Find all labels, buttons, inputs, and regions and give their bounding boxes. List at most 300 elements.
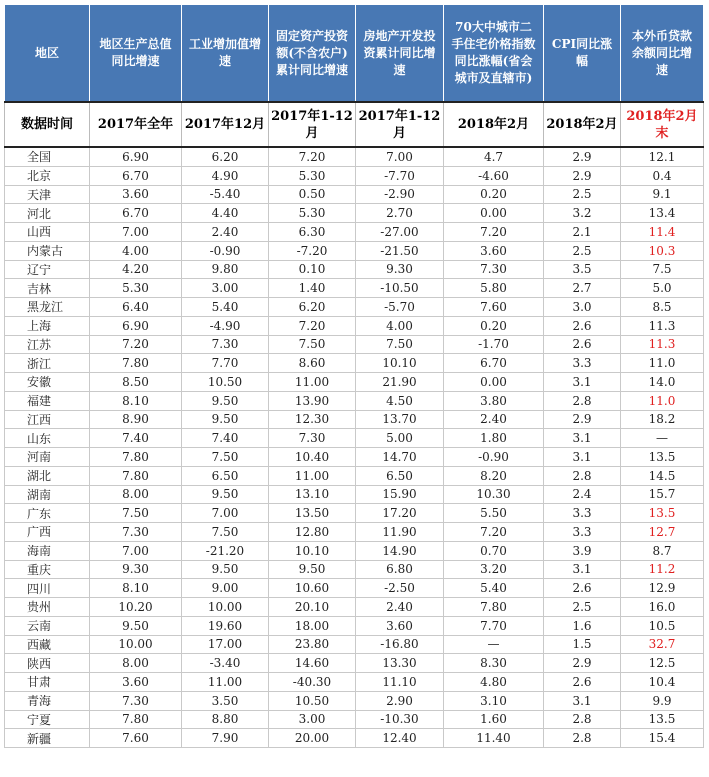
cell-gdp: 7.00 xyxy=(90,541,182,560)
cell-real-estate: -7.70 xyxy=(356,166,444,185)
cell-cpi: 2.8 xyxy=(544,729,621,748)
cell-region: 新疆 xyxy=(5,729,90,748)
cell-cpi: 3.1 xyxy=(544,429,621,448)
cell-fixed-asset: 12.30 xyxy=(269,410,356,429)
cell-gdp: 7.00 xyxy=(90,223,182,242)
cell-cpi: 2.9 xyxy=(544,410,621,429)
cell-housing: 7.20 xyxy=(444,523,544,542)
cell-loan: 13.5 xyxy=(621,710,704,729)
header-fixed-asset-investment: 固定资产投资额(不含农户)累计同比增速 xyxy=(269,5,356,103)
cell-loan: 14.0 xyxy=(621,373,704,392)
cell-gdp: 4.20 xyxy=(90,260,182,279)
cell-housing: 8.30 xyxy=(444,654,544,673)
cell-region: 安徽 xyxy=(5,373,90,392)
cell-fixed-asset: 8.60 xyxy=(269,354,356,373)
cell-loan: 8.5 xyxy=(621,298,704,317)
cell-region: 辽宁 xyxy=(5,260,90,279)
cell-region: 海南 xyxy=(5,541,90,560)
cell-cpi: 2.8 xyxy=(544,710,621,729)
cell-housing: 5.80 xyxy=(444,279,544,298)
cell-industrial: 4.40 xyxy=(182,204,269,223)
cell-fixed-asset: 5.30 xyxy=(269,166,356,185)
cell-loan: 11.0 xyxy=(621,391,704,410)
cell-gdp: 6.70 xyxy=(90,204,182,223)
cell-housing: 7.30 xyxy=(444,260,544,279)
cell-real-estate: 5.00 xyxy=(356,429,444,448)
cell-gdp: 7.20 xyxy=(90,335,182,354)
table-row xyxy=(5,673,704,692)
table-row xyxy=(5,691,704,710)
table-row xyxy=(5,466,704,485)
cell-real-estate: -10.50 xyxy=(356,279,444,298)
cell-loan: 0.4 xyxy=(621,166,704,185)
cell-real-estate: 4.50 xyxy=(356,391,444,410)
table-row xyxy=(5,147,704,166)
cell-region: 甘肃 xyxy=(5,673,90,692)
cell-gdp: 5.30 xyxy=(90,279,182,298)
cell-cpi: 2.9 xyxy=(544,166,621,185)
cell-region: 青海 xyxy=(5,691,90,710)
cell-industrial: 4.90 xyxy=(182,166,269,185)
cell-cpi: 1.5 xyxy=(544,635,621,654)
cell-loan: 11.2 xyxy=(621,560,704,579)
cell-fixed-asset: 14.60 xyxy=(269,654,356,673)
cell-cpi: 3.2 xyxy=(544,204,621,223)
cell-loan: 16.0 xyxy=(621,598,704,617)
cell-industrial: 10.00 xyxy=(182,598,269,617)
cell-industrial: 7.70 xyxy=(182,354,269,373)
cell-region: 湖北 xyxy=(5,466,90,485)
table-row xyxy=(5,335,704,354)
cell-gdp: 4.00 xyxy=(90,241,182,260)
cell-real-estate: 10.10 xyxy=(356,354,444,373)
cell-real-estate: 6.80 xyxy=(356,560,444,579)
cell-real-estate: -27.00 xyxy=(356,223,444,242)
cell-region: 河南 xyxy=(5,448,90,467)
cell-cpi: 2.6 xyxy=(544,673,621,692)
header-region: 地区 xyxy=(5,5,90,103)
cell-cpi: 2.5 xyxy=(544,185,621,204)
cell-loan: 12.5 xyxy=(621,654,704,673)
data-table-container xyxy=(4,4,704,748)
cell-housing: 3.20 xyxy=(444,560,544,579)
table-row xyxy=(5,635,704,654)
cell-housing: 0.20 xyxy=(444,185,544,204)
table-row xyxy=(5,391,704,410)
cell-industrial: 8.80 xyxy=(182,710,269,729)
cell-cpi: 2.5 xyxy=(544,241,621,260)
cell-real-estate: 2.40 xyxy=(356,598,444,617)
cell-housing: 0.00 xyxy=(444,373,544,392)
cell-fixed-asset: 10.10 xyxy=(269,541,356,560)
cell-gdp: 7.80 xyxy=(90,466,182,485)
table-row xyxy=(5,710,704,729)
cell-cpi: 2.9 xyxy=(544,654,621,673)
cell-cpi: 3.3 xyxy=(544,504,621,523)
cell-fixed-asset: 7.20 xyxy=(269,147,356,166)
cell-industrial: 6.20 xyxy=(182,147,269,166)
cell-fixed-asset: 7.30 xyxy=(269,429,356,448)
cell-industrial: 7.40 xyxy=(182,429,269,448)
cell-cpi: 3.1 xyxy=(544,373,621,392)
cell-fixed-asset: 13.10 xyxy=(269,485,356,504)
cell-fixed-asset: 9.50 xyxy=(269,560,356,579)
table-row xyxy=(5,298,704,317)
cell-fixed-asset: 6.20 xyxy=(269,298,356,317)
cell-gdp: 9.50 xyxy=(90,616,182,635)
cell-region: 天津 xyxy=(5,185,90,204)
cell-housing: 2.40 xyxy=(444,410,544,429)
cell-region: 黑龙江 xyxy=(5,298,90,317)
table-body xyxy=(5,147,704,748)
header-loan-balance: 本外币贷款余额同比增速 xyxy=(621,5,704,103)
cell-real-estate: 2.70 xyxy=(356,204,444,223)
cell-fixed-asset: 10.60 xyxy=(269,579,356,598)
cell-housing: 0.00 xyxy=(444,204,544,223)
header-gdp-growth: 地区生产总值同比增速 xyxy=(90,5,182,103)
table-row xyxy=(5,579,704,598)
cell-fixed-asset: 12.80 xyxy=(269,523,356,542)
cell-industrial: -21.20 xyxy=(182,541,269,560)
table-row xyxy=(5,523,704,542)
cell-loan: 10.3 xyxy=(621,241,704,260)
cell-fixed-asset: -7.20 xyxy=(269,241,356,260)
cell-industrial: 19.60 xyxy=(182,616,269,635)
cell-gdp: 8.00 xyxy=(90,485,182,504)
cell-fixed-asset: 11.00 xyxy=(269,373,356,392)
cell-industrial: 6.50 xyxy=(182,466,269,485)
table-row xyxy=(5,448,704,467)
cell-loan: 15.4 xyxy=(621,729,704,748)
cell-region: 重庆 xyxy=(5,560,90,579)
cell-cpi: 2.6 xyxy=(544,335,621,354)
cell-loan: 15.7 xyxy=(621,485,704,504)
cell-real-estate: 15.90 xyxy=(356,485,444,504)
period-cpi: 2018年2月 xyxy=(544,102,621,147)
table-row xyxy=(5,166,704,185)
cell-fixed-asset: 0.10 xyxy=(269,260,356,279)
cell-housing: 10.30 xyxy=(444,485,544,504)
cell-industrial: 9.50 xyxy=(182,391,269,410)
cell-cpi: 2.8 xyxy=(544,391,621,410)
cell-fixed-asset: 20.10 xyxy=(269,598,356,617)
cell-industrial: 7.30 xyxy=(182,335,269,354)
cell-gdp: 7.80 xyxy=(90,710,182,729)
cell-region: 全国 xyxy=(5,147,90,166)
cell-housing: 3.80 xyxy=(444,391,544,410)
cell-housing: 1.60 xyxy=(444,710,544,729)
table-row xyxy=(5,504,704,523)
cell-housing: 0.20 xyxy=(444,316,544,335)
cell-region: 浙江 xyxy=(5,354,90,373)
cell-industrial: 9.00 xyxy=(182,579,269,598)
cell-loan: 11.0 xyxy=(621,354,704,373)
cell-housing: 4.80 xyxy=(444,673,544,692)
cell-real-estate: 4.00 xyxy=(356,316,444,335)
cell-industrial: 9.80 xyxy=(182,260,269,279)
cell-loan: — xyxy=(621,429,704,448)
cell-cpi: 1.6 xyxy=(544,616,621,635)
cell-housing: 7.60 xyxy=(444,298,544,317)
cell-fixed-asset: 23.80 xyxy=(269,635,356,654)
cell-gdp: 8.50 xyxy=(90,373,182,392)
cell-cpi: 2.6 xyxy=(544,579,621,598)
cell-real-estate: 6.50 xyxy=(356,466,444,485)
cell-industrial: 9.50 xyxy=(182,485,269,504)
cell-gdp: 6.90 xyxy=(90,147,182,166)
cell-cpi: 2.4 xyxy=(544,485,621,504)
period-loan: 2018年2月末 xyxy=(621,102,704,147)
cell-region: 吉林 xyxy=(5,279,90,298)
period-fixed-asset: 2017年1-12月 xyxy=(269,102,356,147)
cell-cpi: 3.5 xyxy=(544,260,621,279)
cell-gdp: 6.70 xyxy=(90,166,182,185)
cell-gdp: 7.30 xyxy=(90,691,182,710)
cell-gdp: 8.10 xyxy=(90,579,182,598)
cell-region: 广东 xyxy=(5,504,90,523)
cell-real-estate: 2.90 xyxy=(356,691,444,710)
cell-cpi: 2.7 xyxy=(544,279,621,298)
table-row xyxy=(5,279,704,298)
cell-fixed-asset: 10.40 xyxy=(269,448,356,467)
cell-industrial: 2.40 xyxy=(182,223,269,242)
cell-industrial: -0.90 xyxy=(182,241,269,260)
cell-cpi: 2.6 xyxy=(544,316,621,335)
cell-region: 陕西 xyxy=(5,654,90,673)
header-cpi: CPI同比涨幅 xyxy=(544,5,621,103)
cell-cpi: 2.1 xyxy=(544,223,621,242)
cell-real-estate: -5.70 xyxy=(356,298,444,317)
table-row xyxy=(5,204,704,223)
cell-industrial: -5.40 xyxy=(182,185,269,204)
cell-real-estate: -21.50 xyxy=(356,241,444,260)
cell-fixed-asset: 5.30 xyxy=(269,204,356,223)
cell-cpi: 2.8 xyxy=(544,466,621,485)
cell-industrial: 7.50 xyxy=(182,523,269,542)
table-row xyxy=(5,185,704,204)
cell-fixed-asset: 7.50 xyxy=(269,335,356,354)
cell-region: 上海 xyxy=(5,316,90,335)
table-row xyxy=(5,373,704,392)
cell-housing: -4.60 xyxy=(444,166,544,185)
cell-fixed-asset: 7.20 xyxy=(269,316,356,335)
cell-industrial: 10.50 xyxy=(182,373,269,392)
cell-cpi: 3.3 xyxy=(544,354,621,373)
cell-gdp: 7.40 xyxy=(90,429,182,448)
cell-real-estate: 17.20 xyxy=(356,504,444,523)
cell-loan: 13.5 xyxy=(621,504,704,523)
period-real-estate: 2017年1-12月 xyxy=(356,102,444,147)
header-real-estate-investment: 房地产开发投资累计同比增速 xyxy=(356,5,444,103)
cell-gdp: 10.20 xyxy=(90,598,182,617)
cell-real-estate: 21.90 xyxy=(356,373,444,392)
table-row xyxy=(5,616,704,635)
cell-housing: 7.80 xyxy=(444,598,544,617)
cell-housing: 5.40 xyxy=(444,579,544,598)
cell-region: 贵州 xyxy=(5,598,90,617)
cell-loan: 14.5 xyxy=(621,466,704,485)
cell-loan: 10.5 xyxy=(621,616,704,635)
table-row xyxy=(5,223,704,242)
cell-region: 内蒙古 xyxy=(5,241,90,260)
cell-housing: 8.20 xyxy=(444,466,544,485)
cell-housing: 6.70 xyxy=(444,354,544,373)
cell-real-estate: 3.60 xyxy=(356,616,444,635)
table-row xyxy=(5,410,704,429)
cell-industrial: 3.50 xyxy=(182,691,269,710)
cell-gdp: 3.60 xyxy=(90,185,182,204)
cell-fixed-asset: -40.30 xyxy=(269,673,356,692)
cell-fixed-asset: 0.50 xyxy=(269,185,356,204)
cell-region: 云南 xyxy=(5,616,90,635)
period-label: 数据时间 xyxy=(5,102,90,147)
cell-region: 江苏 xyxy=(5,335,90,354)
cell-region: 北京 xyxy=(5,166,90,185)
cell-fixed-asset: 20.00 xyxy=(269,729,356,748)
header-industrial-growth: 工业增加值增速 xyxy=(182,5,269,103)
cell-gdp: 6.90 xyxy=(90,316,182,335)
cell-loan: 12.9 xyxy=(621,579,704,598)
cell-region: 河北 xyxy=(5,204,90,223)
cell-gdp: 8.10 xyxy=(90,391,182,410)
cell-industrial: 11.00 xyxy=(182,673,269,692)
table-row xyxy=(5,560,704,579)
cell-housing: 1.80 xyxy=(444,429,544,448)
table-row xyxy=(5,598,704,617)
cell-region: 福建 xyxy=(5,391,90,410)
cell-loan: 8.7 xyxy=(621,541,704,560)
cell-gdp: 7.60 xyxy=(90,729,182,748)
table-row xyxy=(5,316,704,335)
cell-cpi: 3.0 xyxy=(544,298,621,317)
cell-real-estate: 11.10 xyxy=(356,673,444,692)
cell-loan: 12.1 xyxy=(621,147,704,166)
cell-gdp: 7.80 xyxy=(90,354,182,373)
cell-region: 四川 xyxy=(5,579,90,598)
cell-fixed-asset: 18.00 xyxy=(269,616,356,635)
regional-economy-table xyxy=(4,4,704,748)
cell-fixed-asset: 6.30 xyxy=(269,223,356,242)
cell-housing: 5.50 xyxy=(444,504,544,523)
cell-loan: 11.3 xyxy=(621,316,704,335)
cell-cpi: 3.1 xyxy=(544,560,621,579)
cell-housing: 0.70 xyxy=(444,541,544,560)
period-housing: 2018年2月 xyxy=(444,102,544,147)
cell-industrial: 9.50 xyxy=(182,560,269,579)
cell-fixed-asset: 13.90 xyxy=(269,391,356,410)
cell-housing: -1.70 xyxy=(444,335,544,354)
header-housing-price-index: 70大中城市二手住宅价格指数同比涨幅(省会城市及直辖市) xyxy=(444,5,544,103)
cell-cpi: 2.9 xyxy=(544,147,621,166)
period-gdp: 2017年全年 xyxy=(90,102,182,147)
table-row xyxy=(5,429,704,448)
cell-gdp: 8.90 xyxy=(90,410,182,429)
table-row xyxy=(5,654,704,673)
cell-housing: 3.60 xyxy=(444,241,544,260)
cell-real-estate: 13.30 xyxy=(356,654,444,673)
cell-gdp: 8.00 xyxy=(90,654,182,673)
cell-housing: -0.90 xyxy=(444,448,544,467)
cell-industrial: 3.00 xyxy=(182,279,269,298)
cell-region: 西藏 xyxy=(5,635,90,654)
cell-real-estate: 14.70 xyxy=(356,448,444,467)
cell-cpi: 2.5 xyxy=(544,598,621,617)
cell-cpi: 3.9 xyxy=(544,541,621,560)
cell-real-estate: 7.00 xyxy=(356,147,444,166)
cell-loan: 10.4 xyxy=(621,673,704,692)
cell-cpi: 3.1 xyxy=(544,448,621,467)
cell-real-estate: 9.30 xyxy=(356,260,444,279)
cell-loan: 7.5 xyxy=(621,260,704,279)
cell-fixed-asset: 1.40 xyxy=(269,279,356,298)
cell-region: 广西 xyxy=(5,523,90,542)
cell-loan: 11.4 xyxy=(621,223,704,242)
cell-industrial: 9.50 xyxy=(182,410,269,429)
period-industrial: 2017年12月 xyxy=(182,102,269,147)
cell-real-estate: 12.40 xyxy=(356,729,444,748)
cell-real-estate: 14.90 xyxy=(356,541,444,560)
cell-loan: 32.7 xyxy=(621,635,704,654)
cell-real-estate: -2.90 xyxy=(356,185,444,204)
cell-housing: 7.70 xyxy=(444,616,544,635)
cell-real-estate: 13.70 xyxy=(356,410,444,429)
cell-loan: 5.0 xyxy=(621,279,704,298)
cell-real-estate: -16.80 xyxy=(356,635,444,654)
table-row xyxy=(5,729,704,748)
cell-industrial: 7.50 xyxy=(182,448,269,467)
cell-cpi: 3.1 xyxy=(544,691,621,710)
cell-gdp: 7.50 xyxy=(90,504,182,523)
cell-loan: 13.4 xyxy=(621,204,704,223)
cell-region: 山东 xyxy=(5,429,90,448)
cell-fixed-asset: 11.00 xyxy=(269,466,356,485)
cell-gdp: 7.30 xyxy=(90,523,182,542)
cell-industrial: -3.40 xyxy=(182,654,269,673)
cell-housing: 4.7 xyxy=(444,147,544,166)
cell-loan: 9.1 xyxy=(621,185,704,204)
table-row xyxy=(5,485,704,504)
table-row xyxy=(5,354,704,373)
cell-region: 山西 xyxy=(5,223,90,242)
cell-industrial: 7.90 xyxy=(182,729,269,748)
cell-fixed-asset: 3.00 xyxy=(269,710,356,729)
cell-region: 湖南 xyxy=(5,485,90,504)
cell-loan: 18.2 xyxy=(621,410,704,429)
cell-fixed-asset: 10.50 xyxy=(269,691,356,710)
cell-real-estate: -10.30 xyxy=(356,710,444,729)
cell-gdp: 9.30 xyxy=(90,560,182,579)
data-period-row xyxy=(5,102,704,147)
cell-industrial: 5.40 xyxy=(182,298,269,317)
table-row xyxy=(5,241,704,260)
cell-gdp: 10.00 xyxy=(90,635,182,654)
cell-real-estate: -2.50 xyxy=(356,579,444,598)
cell-loan: 13.5 xyxy=(621,448,704,467)
cell-gdp: 7.80 xyxy=(90,448,182,467)
cell-loan: 12.7 xyxy=(621,523,704,542)
cell-real-estate: 11.90 xyxy=(356,523,444,542)
cell-region: 江西 xyxy=(5,410,90,429)
cell-fixed-asset: 13.50 xyxy=(269,504,356,523)
header-row xyxy=(5,5,704,103)
table-row xyxy=(5,541,704,560)
cell-gdp: 6.40 xyxy=(90,298,182,317)
cell-real-estate: 7.50 xyxy=(356,335,444,354)
cell-housing: 7.20 xyxy=(444,223,544,242)
cell-housing: 3.10 xyxy=(444,691,544,710)
cell-housing: 11.40 xyxy=(444,729,544,748)
cell-cpi: 3.3 xyxy=(544,523,621,542)
